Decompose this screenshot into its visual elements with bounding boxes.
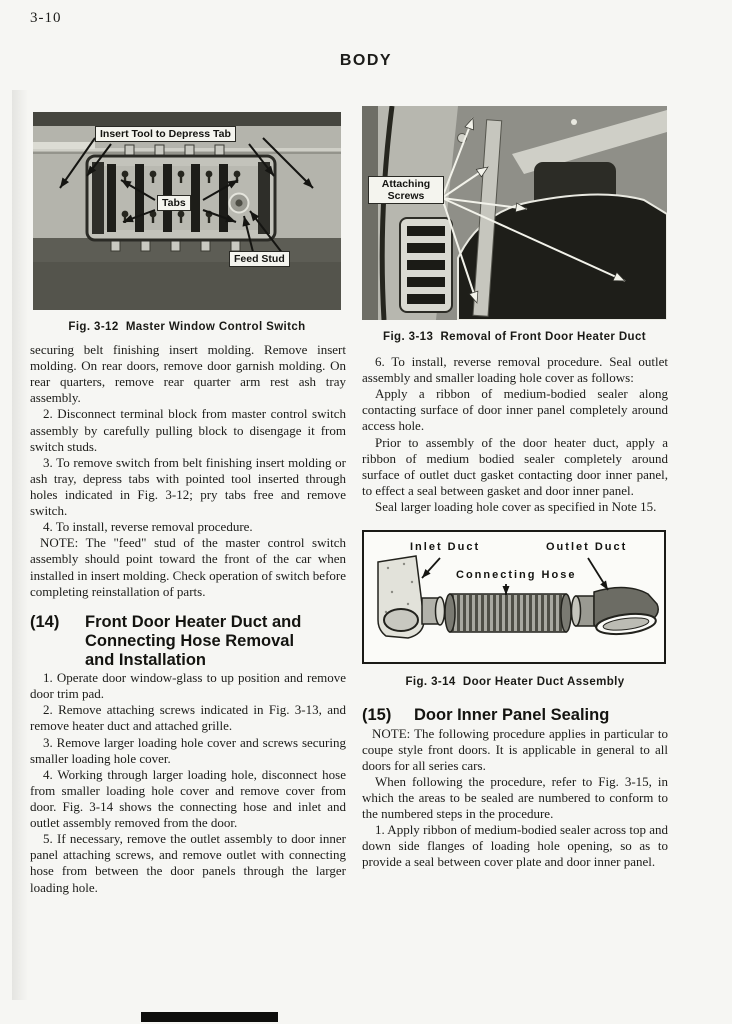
figure-caption-3-13: Fig. 3-13 Removal of Front Door Heater Duct (383, 331, 646, 343)
paragraph: 1. Operate door window-glass to up position and remove door trim pad. (30, 670, 346, 702)
paragraph: 4. Working through larger loading hole, disconnect hose from smaller loading hole cover and remove cover from door. Fig. 3-14 shows the connecting hose and inlet and outlet assembly removed from the door. (30, 766, 346, 831)
callout-connecting-hose: Connecting Hose (456, 569, 577, 582)
heater-grille (400, 218, 452, 312)
callout-inlet-duct: Inlet Duct (410, 541, 481, 554)
callout-tabs: Tabs (157, 195, 191, 211)
section-title: Door Inner Panel Sealing (414, 706, 610, 725)
paragraph: securing belt finishing insert molding. Remove insert molding. On rear doors, remove door garnish molding. On rear quarters, remove rear quarter arm rest ash tray assembly. (30, 342, 346, 406)
paragraph: Prior to assembly of the door heater duct, apply a ribbon of medium bodied sealer completely around surface of outlet duct gasket contacting door inner panel, to effect a seal between gasket and door inner panel. (362, 434, 668, 498)
page-title: BODY (339, 52, 393, 69)
section-title-line: Front Door Heater Duct and (85, 612, 302, 631)
callout-feed-stud: Feed Stud (229, 251, 290, 267)
section-heading-15 (362, 706, 668, 725)
scan-artifact-bar (141, 1012, 278, 1022)
paragraph: 4. To install, reverse removal procedure. (43, 519, 253, 535)
callout-insert-tool: Insert Tool to Depress Tab (95, 126, 236, 142)
paragraph: When following the procedure, refer to Fig. 3-15, in which the areas to be sealed are numbered to conform to the numbered steps in the procedure. (362, 773, 668, 822)
paragraph: 3. To remove switch from belt finishing insert molding or ash tray, depress tabs with pointed tool inserted through holes indicated in Fig. 3-12; pry tabs free and remove switch. (30, 454, 346, 519)
callout-outlet-duct: Outlet Duct (546, 541, 628, 554)
figure-caption-3-14: Fig. 3-14 Door Heater Duct Assembly (405, 676, 625, 689)
paragraph: 2. Disconnect terminal block from master control switch assembly by carefully pulling block to disengage it from switch studs. (30, 406, 346, 454)
figure-3-14 (362, 530, 668, 689)
paragraph: 6. To install, reverse removal procedure. Seal outlet assembly and smaller loading hole cover as follows: (362, 354, 668, 386)
figure-caption-3-12: Fig. 3-12 Master Window Control Switch (68, 321, 306, 333)
page-number: 3-10 (30, 10, 62, 26)
heater-duct-photo-illustration (362, 106, 667, 320)
paragraph: 3. Remove larger loading hole cover and screws securing smaller loading hole cover. (30, 734, 346, 766)
left-column (30, 342, 346, 896)
paragraph: 2. Remove attaching screws indicated in Fig. 3-13, and remove heater duct and attached grille. (30, 702, 346, 734)
section-title (85, 613, 346, 670)
section-number: (14) (30, 612, 60, 631)
note-paragraph: NOTE: The "feed" stud of the master control switch assembly should point toward the front of the car when installed in insert molding. Check operation of switch before completing reinstallation of parts. (30, 535, 346, 599)
figure-3-13-photo (362, 106, 667, 320)
section-number: (15) (362, 706, 392, 725)
figure-3-12 (33, 112, 341, 333)
right-column (362, 354, 668, 871)
connecting-hose-shape (445, 594, 571, 632)
note-paragraph: NOTE: The following procedure applies in particular to coupe style front doors. It is applicable in general to all doors for all series cars. (362, 725, 668, 773)
callout-attaching-screws-line2: Screws (387, 190, 425, 203)
paragraph: Apply a ribbon of medium-bodied sealer along contacting surface of door inner panel completely around access hole. (362, 386, 668, 434)
paragraph: 1. Apply ribbon of medium-bodied sealer across top and down side flanges of loading hole opening, so as to provide a seal between cover plate and door inner panel. (362, 822, 668, 870)
section-title-line: and Installation (85, 651, 207, 669)
figure-3-14-drawing (362, 530, 666, 664)
section-heading-14 (30, 613, 346, 670)
paragraph: Seal larger loading hole cover as specified in Note 15. (375, 498, 657, 514)
section-title-line: Connecting Hose Removal (85, 631, 295, 650)
scan-margin-shadow (12, 90, 28, 1000)
figure-3-13 (362, 106, 667, 343)
callout-attaching-screws (368, 176, 444, 204)
callout-attaching-screws-line1: Attaching (381, 178, 431, 190)
figure-3-12-photo (33, 112, 341, 310)
paragraph: 5. If necessary, remove the outlet assembly to door inner panel attaching screws, and remove outlet with connecting hose from between the door panels through the larger loading hole. (30, 831, 346, 895)
